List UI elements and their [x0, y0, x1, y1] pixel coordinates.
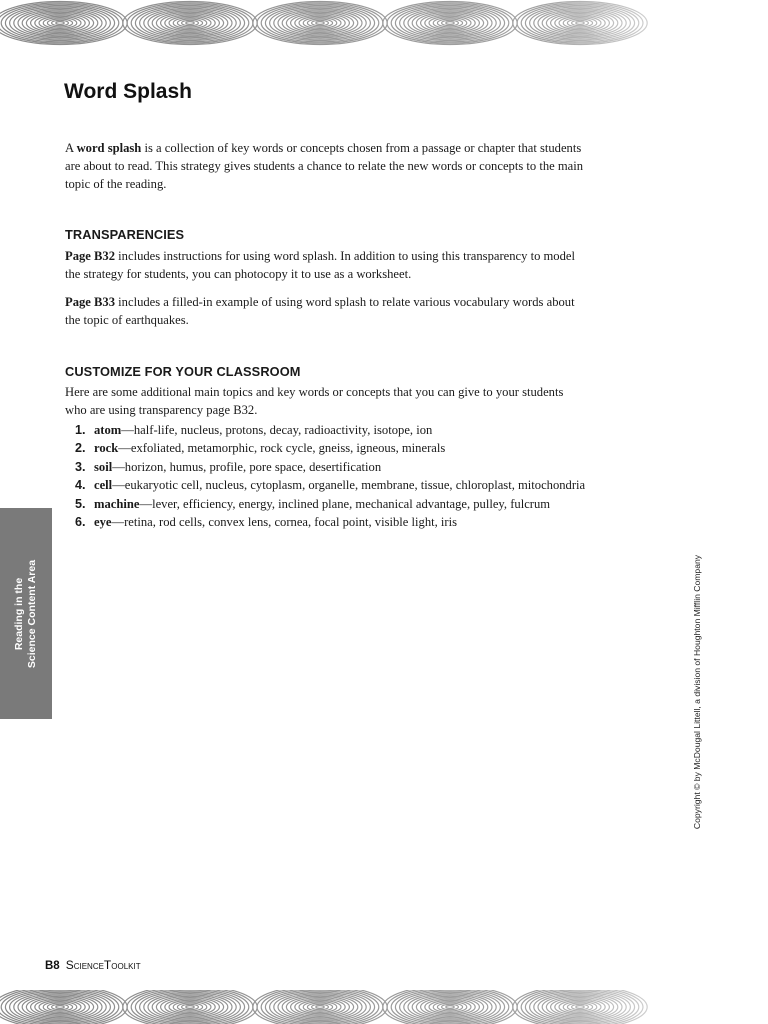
topic-list-item [65, 476, 605, 494]
page-footer [45, 958, 141, 972]
topic-keywords: —horizon, humus, profile, pore space, desertification [112, 459, 382, 474]
topic-keywords: —eukaryotic cell, nucleus, cytoplasm, organelle, membrane, tissue, chloroplast, mitochondria [112, 478, 586, 493]
decorative-ripple-header [0, 0, 768, 46]
page-title: Word Splash [64, 80, 192, 103]
transparencies-paragraph-2: Page B33 includes a filled-in example of using word splash to relate various vocabulary words about the topic of earthquakes. [65, 295, 575, 327]
topic-term: soil [94, 459, 113, 474]
topic-term: cell [94, 478, 113, 493]
customize-heading: CUSTOMIZE FOR YOUR CLASSROOM [65, 364, 301, 379]
topic-number: 3. [75, 459, 86, 474]
topic-number: 2. [75, 441, 86, 456]
topic-list-item [65, 458, 605, 476]
decorative-ripple-footer [0, 990, 768, 1024]
topic-list-item [65, 439, 605, 457]
topic-number: 5. [75, 496, 86, 511]
topic-keywords: —lever, efficiency, energy, inclined plane, mechanical advantage, pulley, fulcrum [139, 496, 551, 511]
topic-keywords: —retina, rod cells, convex lens, cornea, focal point, visible light, iris [111, 515, 458, 530]
topic-list-item [65, 421, 605, 439]
intro-term: word splash [76, 141, 142, 155]
topic-keywords: —half-life, nucleus, protons, decay, radioactivity, isotope, ion [121, 423, 433, 437]
page-number: B8 [45, 960, 60, 972]
customize-intro: Here are some additional main topics and key words or concepts that you can give to your students who are using transparency page B32. [65, 385, 564, 417]
topic-keywords: —exfoliated, metamorphic, rock cycle, gneiss, igneous, minerals [118, 441, 446, 456]
topic-term: eye [94, 515, 112, 530]
topic-term: rock [94, 441, 119, 456]
topic-number: 6. [75, 515, 86, 530]
section-side-tab [0, 508, 52, 719]
side-tab-label: Reading in the Science Content Area [13, 559, 38, 668]
topic-term: atom [94, 423, 122, 437]
topic-list-item [65, 495, 605, 513]
topic-list [65, 421, 605, 531]
topic-list-item [65, 513, 605, 531]
intro-paragraph: A word splash is a collection of key words or concepts chosen from a passage or chapter that students are about to read. This strategy gives students a chance to relate the new words or concepts to the main topic of the reading. [65, 141, 584, 191]
footer-section-name: ScienceToolkit [65, 958, 141, 972]
topic-term: machine [94, 496, 140, 511]
transparencies-heading: TRANSPARENCIES [65, 227, 185, 242]
topic-number: 1. [75, 423, 86, 437]
topic-number: 4. [75, 478, 86, 493]
transparencies-paragraph-1: Page B32 includes instructions for using word splash. In addition to using this transparency to model the strategy for students, you can photocopy it to use as a worksheet. [65, 249, 575, 281]
